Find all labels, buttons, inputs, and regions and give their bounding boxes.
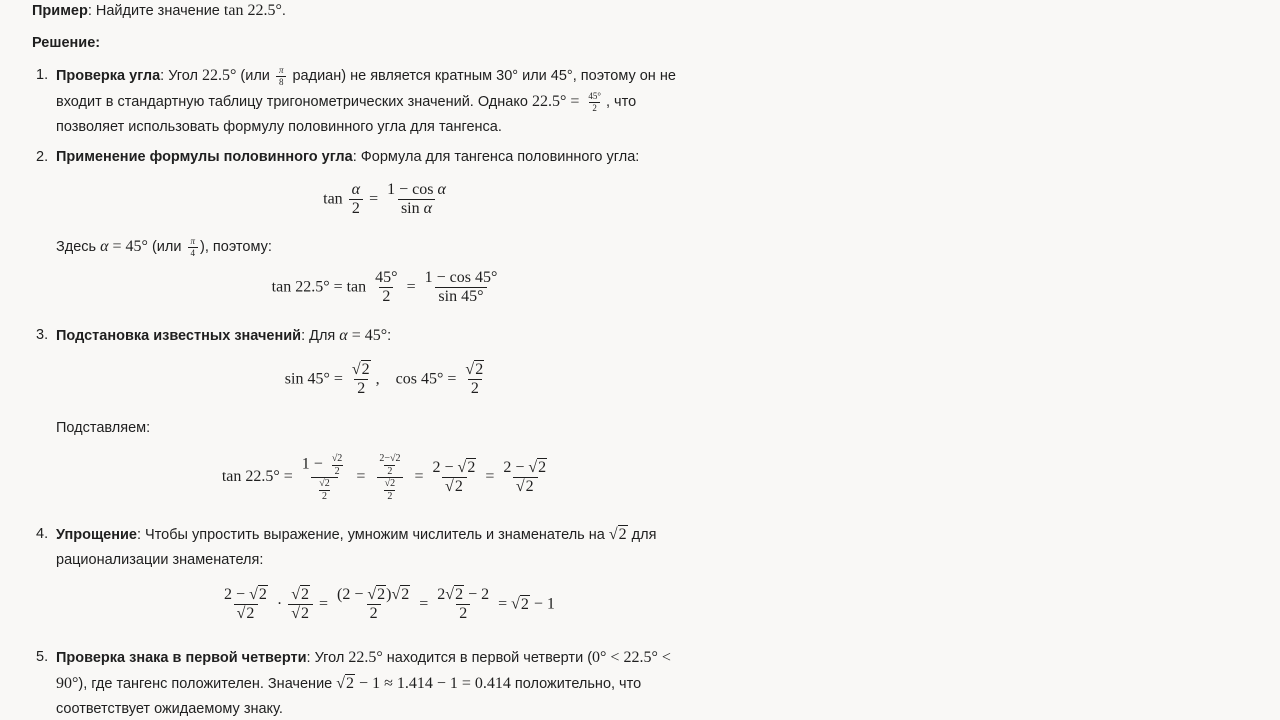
known-values: sin 45° = $\frac{√2}{2}$ , cos 45° = $\frac{√2}{2}$	[284, 361, 484, 398]
step-number: 3.	[36, 327, 49, 343]
example-expression: tan 22.5°	[223, 2, 282, 19]
step-number: 2.	[36, 149, 49, 165]
step-number: 5.	[36, 649, 49, 665]
substitute-label: Подставляем:	[56, 420, 151, 436]
half-angle-formula: tan $\frac{\alpha}{2}$ = $\frac{\text{1 − cos α}}{\text{sin α}}$	[323, 181, 446, 218]
step-number: 4.	[36, 526, 49, 542]
step-4-text: Упрощение: Чтобы упростить выражение, умножим числитель и знаменатель на √2 для рационализации знаменателя:	[56, 526, 657, 568]
step-1-text: Проверка угла: Угол 22.5° (или $\frac{\pi}{8}$ радиан) не является кратным 30° или 45°, поэтому он не входит в стандартную таблицу тригонометрических значений. Однако 22.5° = $\frac{45^\circ}{2}$ , что позволяет использовать формулу половинного угла для тангенса.	[56, 65, 676, 135]
substitution-equation: tan 22.5° = 1 − $\frac{√2}{2}$ $\frac{√2}{2}$ = $\frac{\frac{2-√2}{2}}{\frac{√2}{2}}$ = $\frac{2 - √2}{√2}$ = $\frac{2 - √2}{√2}$	[221, 453, 547, 502]
step-3-text: Подстановка известных значений: Для α = 45°:	[56, 327, 392, 344]
solution-heading: Решение:	[32, 35, 101, 51]
tan-22-5-formula: tan 22.5° = tan $\frac{45^\circ}{2}$ = $\frac{1 - \cos 45^\circ}{\sin 45^\circ}$	[271, 269, 498, 306]
step-number: 1.	[36, 67, 49, 83]
step-2-text: Применение формулы половинного угла: Формула для тангенса половинного угла:	[56, 149, 640, 165]
step-5-text: Проверка знака в первой четверти: Угол 22.5° находится в первой четверти (0° < 22.5° < 90°), где тангенс положителен. Значение √2 − 1 ≈ 1.414 − 1 = 0.414 положительно, что соответствует ожидаемому знаку.	[56, 649, 671, 717]
example-line: Пример: Найдите значение tan 22.5°.	[32, 2, 286, 19]
example-label: Пример	[32, 3, 88, 19]
simplification-equation: $\frac{2 - √2}{√2}$ · $\frac{√2}{√2}$ = $\frac{(2 - √2)√2}{2}$ = $\frac{2√2 - 2}{2}$ = √2 − 1	[224, 586, 555, 623]
step-2-here: Здесь α = 45° (или $\frac{\pi}{4}$ ), поэтому:	[56, 236, 272, 258]
